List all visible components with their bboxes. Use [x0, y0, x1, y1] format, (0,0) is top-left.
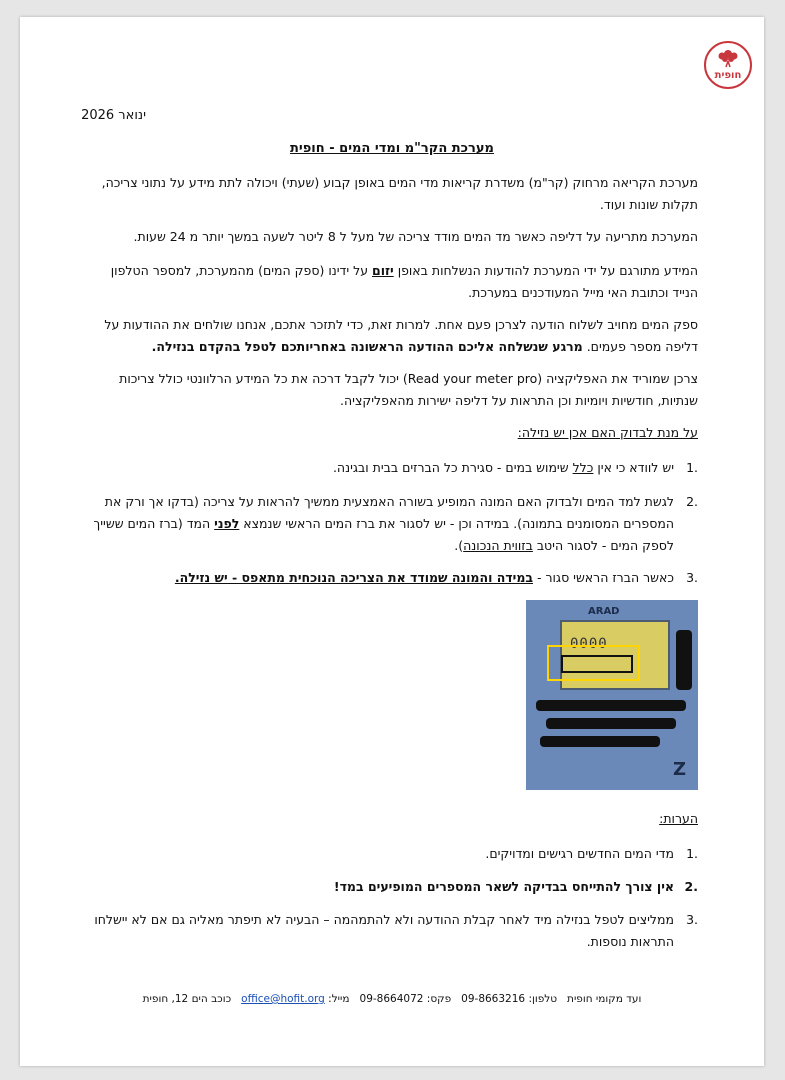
note-item-3: 3. ממליצים לטפל בנזילה מיד לאחר קבלת ההודעה ולא להתמהמה – הבעיה לא תיפתר מאליה גם אם לא יישלחו התראות נוספות.	[94, 912, 698, 949]
water-meter-photo	[526, 600, 698, 790]
redaction-bar	[540, 736, 660, 747]
document-date: ינואר 2026	[81, 108, 146, 123]
check-item-1: 1. יש לוודא כי אין כלל שימוש במים - סגירת כל הברזים בבית ובגינה.	[332, 460, 698, 475]
footer-org: ועד מקומי חופית	[567, 993, 642, 1005]
logo-text: חופית	[714, 70, 742, 81]
footer-email-label: מייל:	[328, 993, 350, 1005]
redaction-bar	[546, 718, 676, 729]
redaction-bar	[536, 700, 686, 711]
meter-digits: 0000	[570, 636, 608, 652]
paragraph-4: ספק המים מחויב לשלוח הודעה לצרכן פעם אחת. למרות זאת, כדי לתזכר אתכם, אנחנו שולחים את ההודעות על דליפה מספר פעמים. מרגע שנשלחה אליכם ההודעה הראשונה באחריותכם לטפל בהקדם בנזילה.	[104, 317, 698, 354]
notes-heading: הערות:	[659, 811, 698, 826]
footer-address: כוכב הים 12, חופית	[142, 993, 232, 1005]
document-title: מערכת הקר"מ ומדי המים - חופית	[290, 141, 494, 156]
paragraph-2: המערכת מתריעה על דליפה כאשר מד המים מודד צריכה של מעל ל 8 ליטר לשעה במשך יותר מ 24 שעות.	[133, 229, 698, 244]
paragraph-3: המידע מתורגם על ידי המערכת להודעות הנשלחות באופן יזום על ידינו (ספק המים) מהמערכת, למספר הטלפון הנייד וכתובת האי מייל המעודכנים במערכת.	[110, 263, 698, 300]
footer-fax: 09-8664072	[359, 993, 424, 1005]
footer-email-link[interactable]: office@hofit.org	[241, 993, 325, 1005]
hofit-logo	[704, 41, 752, 89]
footer-phone-label: טלפון:	[528, 993, 558, 1005]
footer-phone: 09-8663216	[461, 993, 526, 1005]
meter-letter: Z	[672, 759, 686, 780]
note-item-2: 2. אין צורך להתייחס בבדיקה לשאר המספרים המופיעים במד!	[333, 879, 698, 894]
check-item-3: 3. כאשר הברז הראשי סגור - במידה והמונה שמודד את הצריכה הנוכחית מתאפס - יש נזילה.	[174, 570, 698, 585]
document-page	[20, 17, 764, 1066]
redaction-bar	[676, 630, 692, 690]
footer	[20, 993, 764, 1005]
paragraph-1: מערכת הקריאה מרחוק (קר"מ) משדרת קריאות מדי המים באופן קבוע (שעתי) ויכולה לתת מידע על נתוני צריכה, תקלות שונות ועוד.	[101, 175, 698, 212]
check-item-2: 2. לגשת למד המים ולבדוק האם המונה המופיע בשורה האמצעית ממשיך להראות על צריכה (בדקו אך ורק את המספרים המסומנים בתמונה). במידה וכן - יש לסגור את ברז המים הראשי שנמצא לפני המד (ברז המים ששייך לספק המים - לסגור היטב בזווית הנכונה).	[93, 494, 698, 553]
footer-fax-label: פקס:	[426, 993, 452, 1005]
paragraph-5: צרכן שמוריד את האפליקציה (Read your meter pro) יכול לקבל דרכה את כל המידע הרלוונטי כולל צריכות שנתיות, חודשיות ויומיות וכן התראות על דליפה ישירות מהאפליקציה.	[119, 371, 698, 408]
note-item-1: 1. מדי המים החדשים רגישים ומדויקים.	[485, 846, 698, 861]
check-heading: על מנת לבדוק האם אכן יש נזילה:	[517, 425, 698, 440]
highlight-frame	[547, 645, 640, 681]
counter-marker	[561, 655, 633, 673]
meter-brand: ARAD	[588, 606, 620, 617]
